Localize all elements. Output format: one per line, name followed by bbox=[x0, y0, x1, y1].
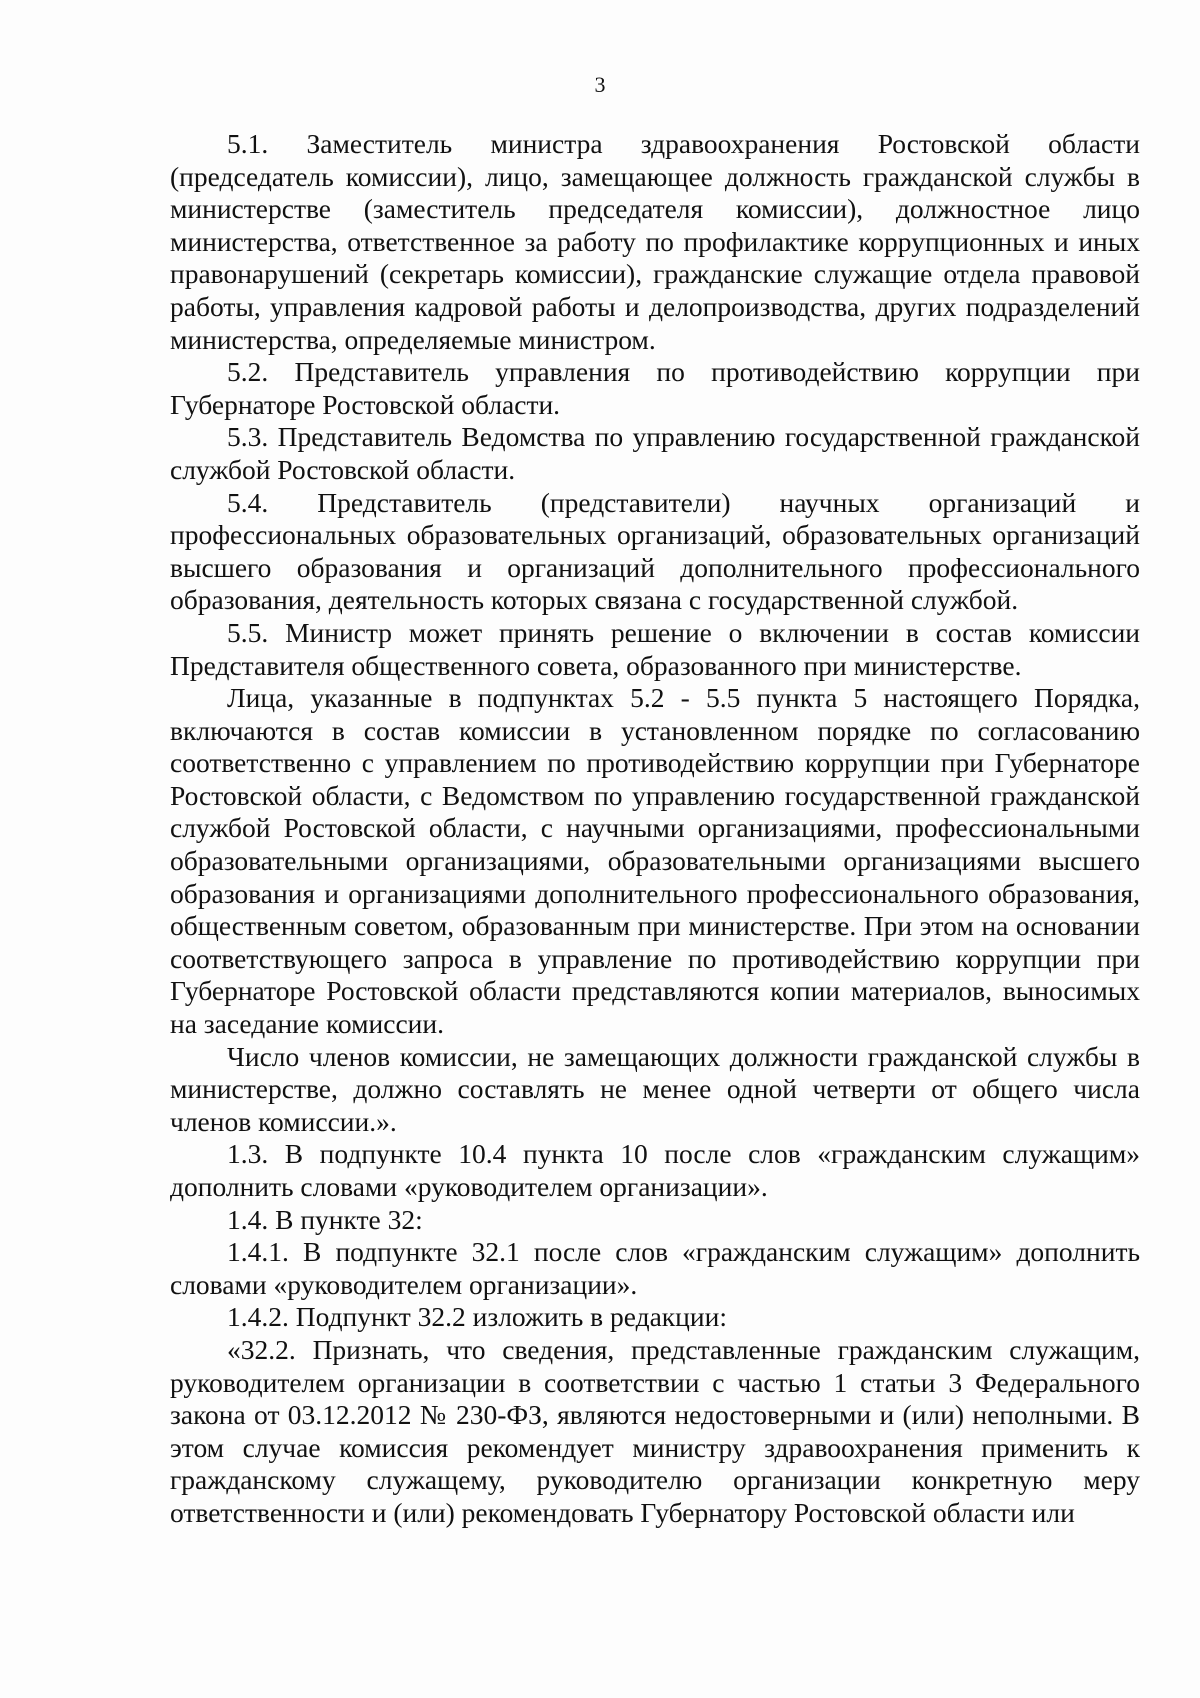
paragraph-32-2: «32.2. Признать, что сведения, представленные гражданским служащим, руководителем организации в соответствии с частью 1 статьи 3 Федерального закона от 03.12.2012 № 230-ФЗ, являются недостоверными и (или) неполными. В этом случае комиссия рекомендует министру здравоохранения применить к гражданскому служащему, руководителю организации конкретную меру ответственности и (или) рекомендовать Губернатору Ростовской области или bbox=[170, 1333, 1140, 1528]
page-number: 3 bbox=[594, 72, 606, 97]
paragraph-persons: Лица, указанные в подпунктах 5.2 - 5.5 пункта 5 настоящего Порядка, включаются в состав комиссии в установленном порядке по согласованию соответственно с управлением по противодействию коррупции при Губернаторе Ростовской области, с Ведомством по управлению государственной гражданской службой Ростовской области, с научными организациями, профессиональными образовательными организациями, образовательными организациями высшего образования и организациями дополнительного профессионального образования, общественным советом, образованным при министерстве. При этом на основании соответствующего запроса в управление по противодействию коррупции при Губернаторе Ростовской области представляются копии материалов, выносимых на заседание комиссии. bbox=[170, 682, 1140, 1040]
paragraph-1-3: 1.3. В подпункте 10.4 пункта 10 после слов «гражданским служащим» дополнить словами «руководителем организации». bbox=[170, 1138, 1140, 1202]
paragraph-5-1: 5.1. Заместитель министра здравоохранения Ростовской области (председатель комиссии), лицо, замещающее должность гражданской службы в министерстве (заместитель председателя комиссии), должностное лицо министерства, ответственное за работу по профилактике коррупционных и иных правонарушений (секретарь комиссии), гражданские служащие отдела правовой работы, управления кадровой работы и делопроизводства, других подразделений министерства, определяемые министром. bbox=[170, 128, 1140, 355]
paragraph-1-4: 1.4. В пункте 32: bbox=[227, 1203, 423, 1235]
paragraph-5-3: 5.3. Представитель Ведомства по управлению государственной гражданской службой Ростовской области. bbox=[170, 421, 1140, 485]
paragraph-5-5: 5.5. Министр может принять решение о включении в состав комиссии Представителя общественного совета, образованного при министерстве. bbox=[170, 616, 1140, 681]
body-text bbox=[170, 128, 1140, 1530]
paragraph-members-count: Число членов комиссии, не замещающих должности гражданской службы в министерстве, должно составлять не менее одной четверти от общего числа членов комиссии.». bbox=[170, 1040, 1140, 1137]
paragraph-1-4-1: 1.4.1. В подпункте 32.1 после слов «гражданским служащим» дополнить словами «руководителем организации». bbox=[170, 1236, 1140, 1300]
paragraph-5-2: 5.2. Представитель управления по противодействию коррупции при Губернаторе Ростовской области. bbox=[170, 356, 1140, 420]
paragraph-5-4: 5.4. Представитель (представители) научных организаций и профессиональных образовательных организаций, образовательных организаций высшего образования и организаций дополнительного профессионального образования, деятельность которых связана с государственной службой. bbox=[170, 486, 1140, 616]
paragraph-1-4-2: 1.4.2. Подпункт 32.2 изложить в редакции: bbox=[227, 1301, 727, 1333]
